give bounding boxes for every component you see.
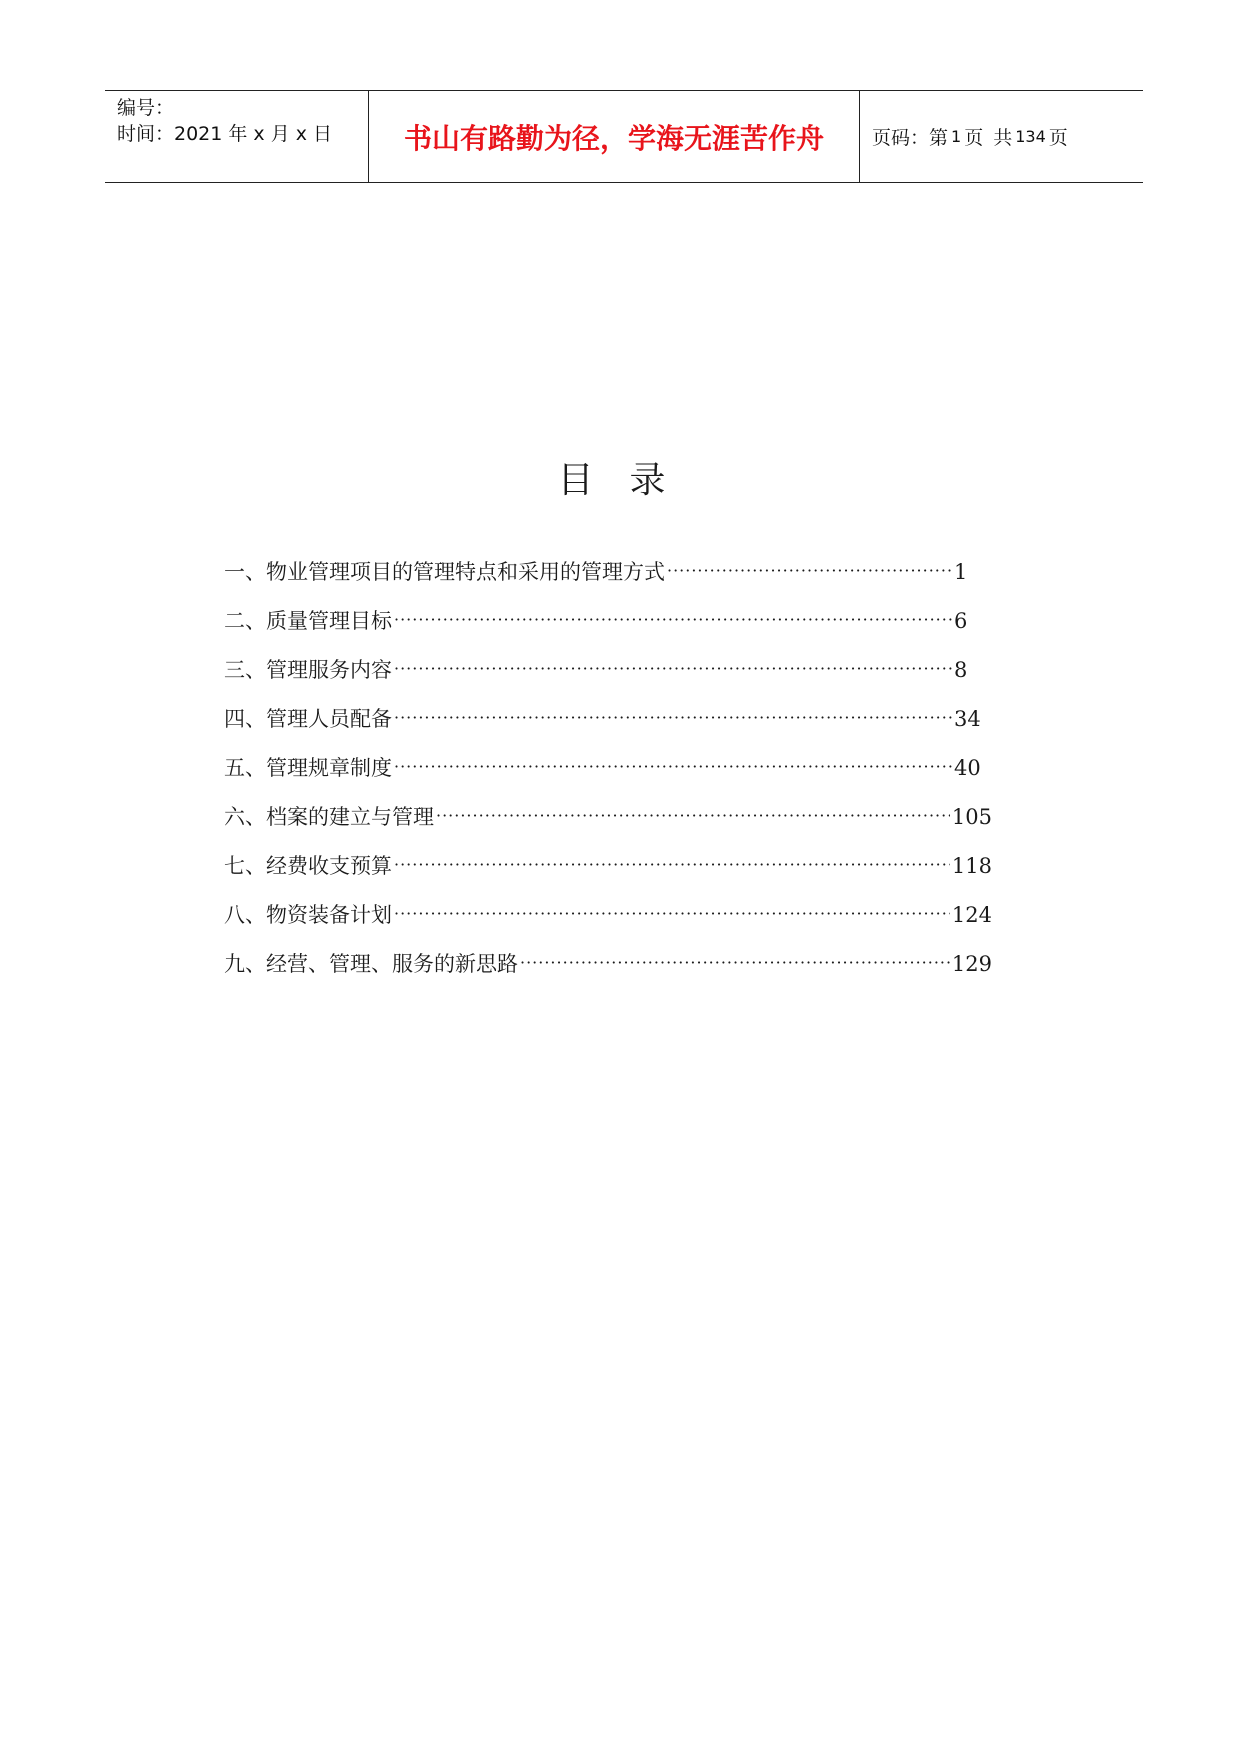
toc-title: 目录 [557,460,702,501]
page-suffix: 页 [1048,127,1068,149]
motto-text: 书山有路勤为径，学海无涯苦作舟 [403,121,824,155]
toc-entry-page: 129 [951,952,992,976]
toc-entry-label: 四、管理人员配备 [224,707,392,731]
toc-leader-dots [394,855,950,874]
toc-entry-page: 8 [954,658,968,682]
page-total-prefix: 共 [993,127,1013,149]
toc-leader-dots [394,708,952,727]
time-label: 时间：2021 年 x 月 x 日 [117,123,333,145]
toc-entry[interactable] [224,948,992,997]
toc-entry-page: 124 [951,903,992,927]
toc-entry[interactable] [224,850,992,899]
toc-leader-dots [394,610,952,629]
page-mid: 页 [964,127,984,149]
toc-entry-label: 八、物资装备计划 [224,903,392,927]
number-label: 编号： [117,97,175,119]
toc-list [224,556,992,997]
page-total: 134 [1015,127,1046,146]
toc-entry[interactable] [224,605,992,654]
toc-entry[interactable] [224,703,992,752]
toc-entry-page: 118 [951,854,992,878]
toc-leader-dots [394,904,950,923]
toc-entry-page: 6 [954,609,968,633]
toc-leader-dots [520,953,950,972]
toc-entry[interactable] [224,801,992,850]
toc-entry-page: 34 [954,707,981,731]
toc-entry-label: 六、档案的建立与管理 [224,805,434,829]
toc-leader-dots [436,806,950,825]
toc-leader-dots [394,659,952,678]
toc-entry-label: 七、经费收支预算 [224,854,392,878]
toc-entry-page: 40 [954,756,981,780]
toc-leader-dots [667,561,952,580]
toc-leader-dots [394,757,952,776]
toc-entry-label: 一、物业管理项目的管理特点和采用的管理方式 [224,560,665,584]
header-page-cell [860,91,1143,182]
toc-entry[interactable] [224,899,992,948]
toc-entry[interactable] [224,556,992,605]
page-prefix: 页码：第 [872,127,949,149]
toc-entry[interactable] [224,752,992,801]
page-header [105,90,1143,183]
toc-entry-label: 五、管理规章制度 [224,756,392,780]
header-meta-cell [105,91,369,182]
header-motto-cell [369,91,860,182]
page-current: 1 [951,127,962,146]
toc-entry-label: 九、经营、管理、服务的新思路 [224,952,518,976]
toc-entry-label: 三、管理服务内容 [224,658,392,682]
toc-entry-label: 二、质量管理目标 [224,609,392,633]
toc-entry-page: 105 [951,805,992,829]
toc-entry[interactable] [224,654,992,703]
toc-entry-page: 1 [954,560,968,584]
